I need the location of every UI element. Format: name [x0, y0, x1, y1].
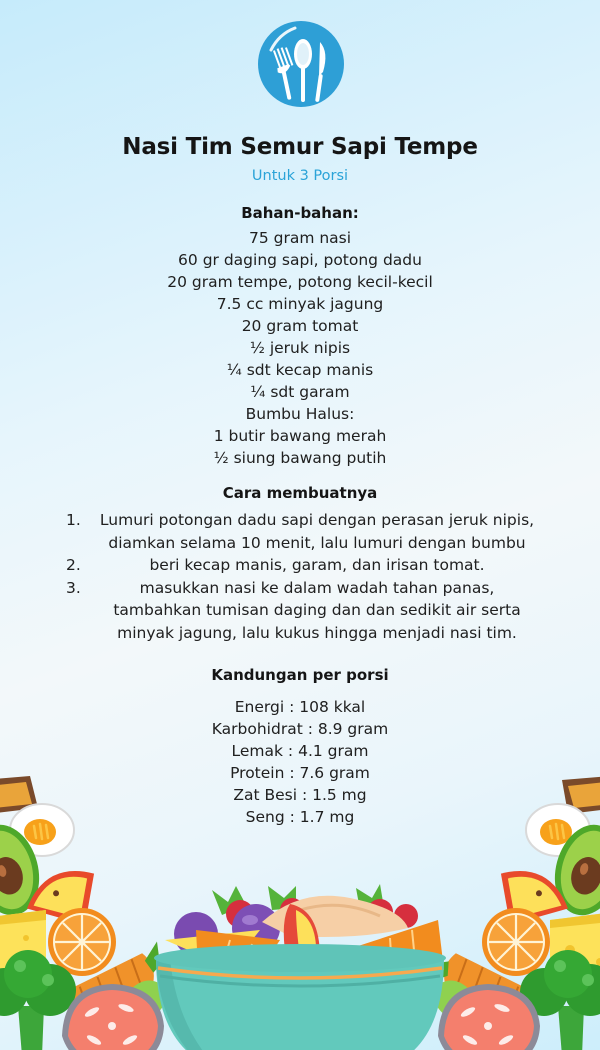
steps-heading: Cara membuatnya: [222, 484, 378, 502]
ingredients-list: [0, 227, 600, 469]
step-number: 3.: [66, 578, 81, 597]
ingredient-item: 75 gram nasi: [248, 229, 352, 247]
fruit-bowl: [154, 884, 446, 1050]
step-item: [66, 577, 546, 645]
food-illustration: [0, 770, 600, 1050]
nutrition-item: Lemak : 4.1 gram: [231, 742, 369, 760]
ingredient-item: ¼ sdt garam: [250, 383, 350, 401]
ingredient-subheading: Bumbu Halus:: [245, 405, 355, 423]
ingredient-item: ½ jeruk nipis: [249, 339, 351, 357]
nutrition-item: Protein : 7.6 gram: [230, 764, 370, 782]
food-left-cluster: [0, 776, 177, 1050]
step-text: diamkan selama 10 menit, lalu lumuri dengan bumbu: [108, 533, 526, 552]
step-number: 1.: [66, 511, 81, 529]
ingredient-item: 20 gram tomat: [241, 317, 359, 335]
recipe-title: Nasi Tim Semur Sapi Tempe: [122, 134, 478, 160]
nutrition-item: Karbohidrat : 8.9 gram: [211, 720, 389, 738]
ingredient-item: ¼ sdt kecap manis: [226, 361, 374, 379]
nutrition-item: Zat Besi : 1.5 mg: [233, 786, 367, 804]
nutrition-item: Energi : 108 kkal: [234, 698, 366, 716]
ingredient-item: 1 butir bawang merah: [213, 427, 387, 445]
step-text: tambahkan tumisan daging dan dan sedikit air serta: [113, 601, 521, 619]
step-text: masukkan nasi ke dalam wadah tahan panas,: [139, 578, 495, 597]
ingredient-item: 60 gr daging sapi, potong dadu: [178, 251, 422, 269]
step-item: [66, 554, 546, 577]
nutrition-heading: Kandungan per porsi: [211, 666, 389, 684]
step-text: Lumuri potongan dadu sapi dengan perasan jeruk nipis,: [99, 511, 535, 529]
step-number: 2.: [66, 556, 81, 574]
ingredient-item: 7.5 cc minyak jagung: [216, 295, 384, 313]
step-item: [66, 509, 546, 554]
food-right-cluster: [418, 776, 600, 1050]
utensils-icon: [257, 20, 345, 108]
steps-list: [66, 509, 546, 644]
step-text: minyak jagung, lalu kukus hingga menjadi nasi tim.: [117, 623, 517, 642]
nutrition-item: Seng : 1.7 mg: [245, 808, 355, 826]
ingredient-item: ½ siung bawang putih: [213, 449, 387, 467]
step-text: beri kecap manis, garam, dan irisan tomat.: [149, 556, 485, 574]
serving-size: Untuk 3 Porsi: [251, 168, 349, 184]
ingredient-item: 20 gram tempe, potong kecil-kecil: [167, 273, 433, 291]
ingredients-heading: Bahan-bahan:: [241, 204, 359, 222]
